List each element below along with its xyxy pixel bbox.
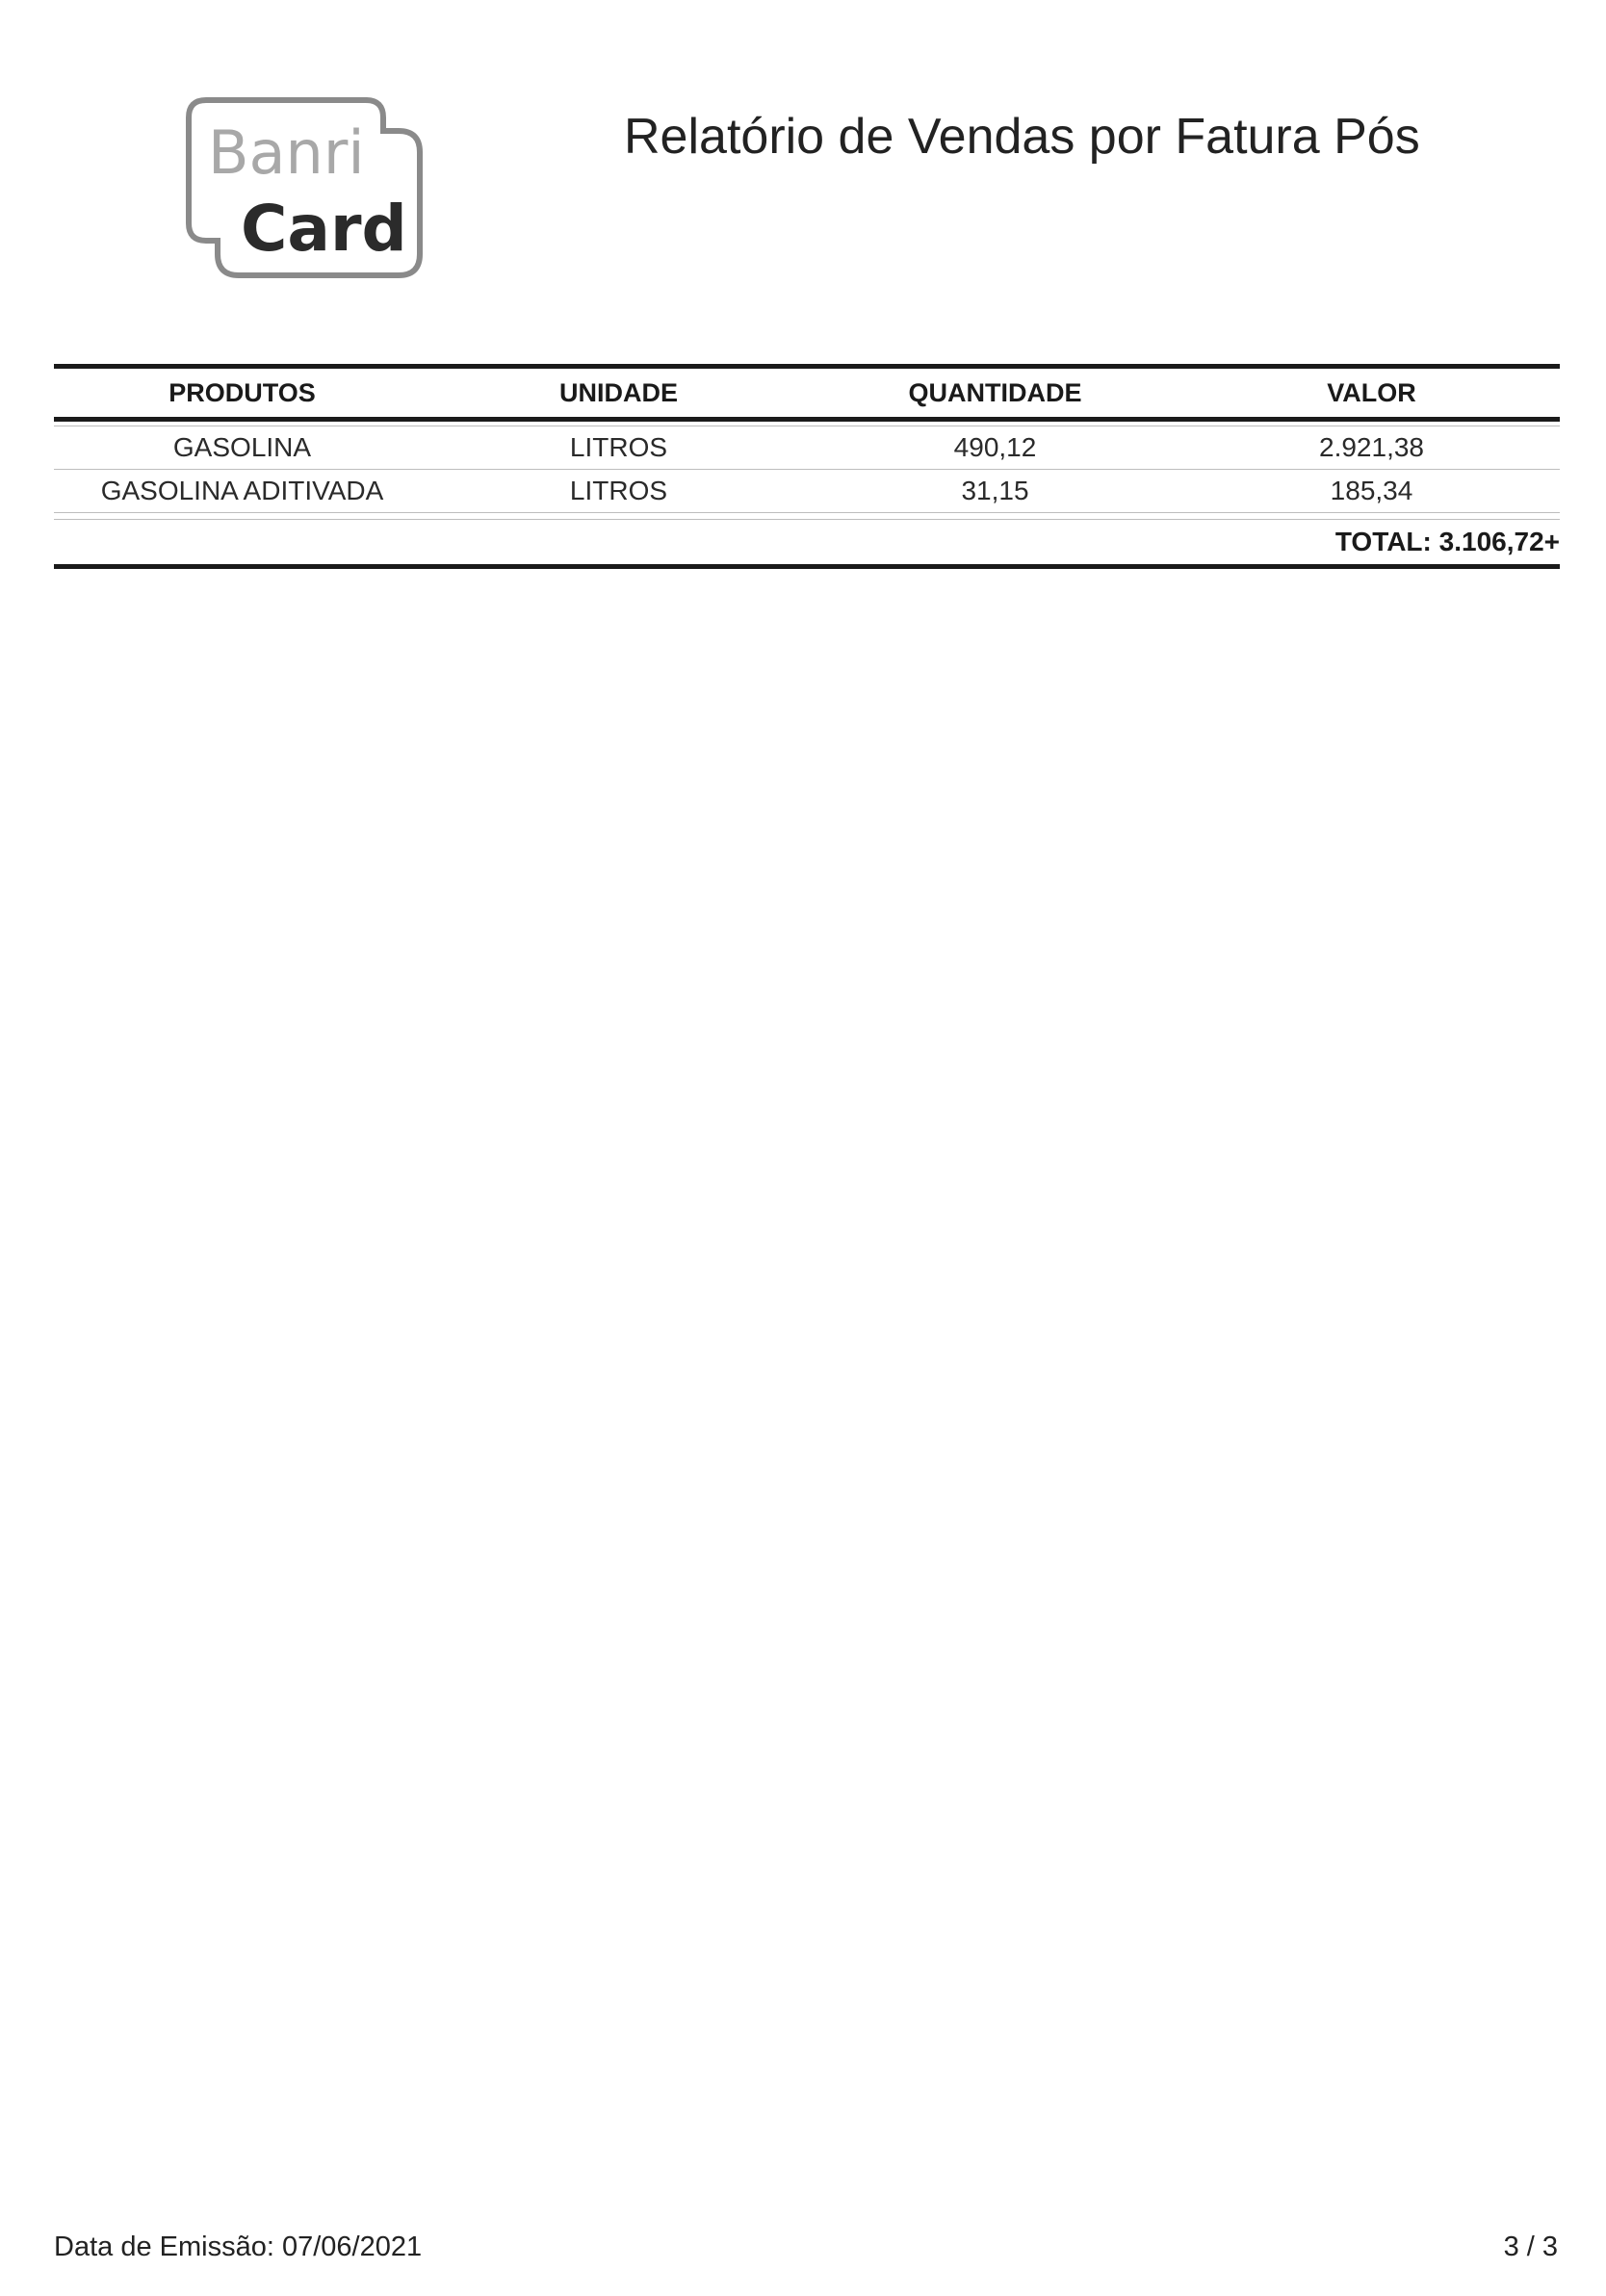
- cell-produto: GASOLINA: [172, 432, 312, 462]
- logo-text-banri: Banri: [208, 117, 365, 188]
- banricard-logo: [185, 96, 435, 285]
- issue-date: Data de Emissão: 07/06/2021: [54, 2232, 423, 2262]
- cell-unidade: LITROS: [569, 476, 668, 505]
- page-title: Relatório de Vendas por Fatura Pós: [624, 109, 1420, 165]
- table-header-row: [54, 369, 1560, 417]
- cell-quantidade: 31,15: [961, 476, 1029, 505]
- table-header-rule: [54, 417, 1560, 422]
- cell-produto: GASOLINA ADITIVADA: [100, 476, 384, 505]
- column-header-quantidade: QUANTIDADE: [908, 377, 1082, 407]
- row-divider: [54, 512, 1560, 513]
- table-bottom-rule: [54, 564, 1560, 569]
- table-row: [54, 426, 1560, 469]
- cell-valor: 2.921,38: [1319, 432, 1424, 462]
- table-row: [54, 470, 1560, 512]
- total-value: TOTAL: 3.106,72+: [1334, 527, 1560, 556]
- total-row: [54, 520, 1560, 564]
- page-number: 3 / 3: [1503, 2232, 1558, 2262]
- cell-valor: 185,34: [1330, 476, 1413, 505]
- column-header-produtos: PRODUTOS: [168, 377, 316, 407]
- column-header-unidade: UNIDADE: [558, 377, 678, 407]
- cell-quantidade: 490,12: [953, 432, 1037, 462]
- logo-text-card: Card: [241, 192, 407, 266]
- cell-unidade: LITROS: [569, 432, 668, 462]
- column-header-valor: VALOR: [1327, 377, 1416, 407]
- sales-table: [54, 364, 1560, 569]
